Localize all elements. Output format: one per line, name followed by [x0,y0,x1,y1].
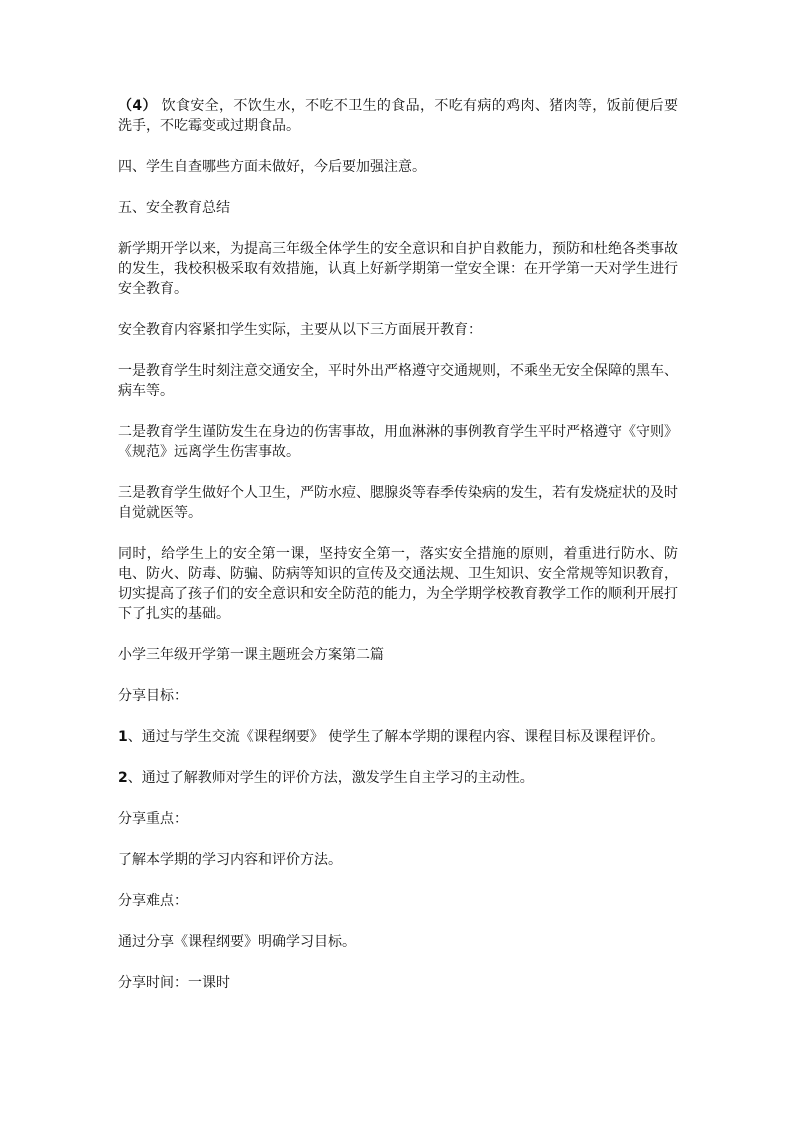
goal-item-2 [118,768,678,788]
paragraph-text: 分享目标： [118,688,188,704]
paragraph-text: 饮食安全，不饮生水，不吃不卫生的食品，不吃有病的鸡肉、猪肉等，饭前便后要洗手，不吃霉变或过期食品。 [118,98,678,134]
label-goals [118,686,678,706]
paragraph-text: 了解本学期的学习内容和评价方法。 [118,852,342,868]
document-page [118,96,678,1014]
paragraph-duration [118,973,678,993]
paragraph-text: 小学三年级开学第一课主题班会方案第二篇 [118,647,384,663]
paragraph-text: 二是教育学生谨防发生在身边的伤害事故，用血淋淋的事例教育学生平时严格遵守《守则》《规范》远离学生伤害事故。 [118,424,678,460]
paragraph-text: 新学期开学以来，为提高三年级全体学生的安全意识和自护自救能力，预防和杜绝各类事故的发生，我校积极采取有效措施，认真上好新学期第一堂安全课：在开学第一天对学生进行安全教育。 [118,241,678,297]
paragraph-text: 一是教育学生时刻注意交通安全，平时外出严格遵守交通规则，不乘坐无安全保障的黑车、病车等。 [118,363,678,399]
paragraph-summary-intro [118,239,678,299]
paragraph-key-points [118,850,678,870]
label-key-points [118,809,678,829]
paragraph-text: 安全教育内容紧扣学生实际，主要从以下三方面展开教育： [118,322,482,338]
paragraph-text: 分享时间：一课时 [118,975,230,991]
paragraph-text: 同时，给学生上的安全第一课，坚持安全第一，落实安全措施的原则，着重进行防水、防电、防火、防毒、防骗、防病等知识的宣传及交通法规、卫生知识、安全常规等知识教育，切实提高了孩子们的安全意识和安全防范的能力，为全学期学校教育教学工作的顺利开展打下了扎实的基础。 [118,546,678,622]
paragraph-diet-safety [118,96,678,136]
paragraph-text: 、通过与学生交流《课程纲要》 使学生了解本学期的课程内容、课程目标及课程评价。 [127,729,665,745]
paragraph-text: 五、安全教育总结 [118,200,230,216]
paragraph-point-two [118,422,678,462]
paragraph-point-one [118,361,678,401]
item-number: （4） [118,98,157,114]
goal-item-1 [118,727,678,747]
paragraph-difficulties [118,932,678,952]
paragraph-text: 分享重点： [118,811,188,827]
label-difficulties [118,891,678,911]
paragraph-text: 、通过了解教师对学生的评价方法，激发学生自主学习的主动性。 [127,770,534,786]
paragraph-text: 分享难点： [118,893,188,909]
paragraph-text: 三是教育学生做好个人卫生，严防水痘、腮腺炎等春季传染病的发生，若有发烧症状的及时自觉就医等。 [118,485,678,521]
item-number: 1 [118,729,128,745]
paragraph-text: 四、学生自查哪些方面未做好，今后要加强注意。 [118,159,426,175]
paragraph-conclusion [118,544,678,624]
paragraph-self-check [118,157,678,177]
paragraph-content-overview [118,320,678,340]
section-heading-summary [118,198,678,218]
item-number: 2 [118,770,128,786]
paragraph-point-three [118,483,678,523]
section-title-second-plan [118,645,678,665]
paragraph-text: 通过分享《课程纲要》明确学习目标。 [118,934,356,950]
